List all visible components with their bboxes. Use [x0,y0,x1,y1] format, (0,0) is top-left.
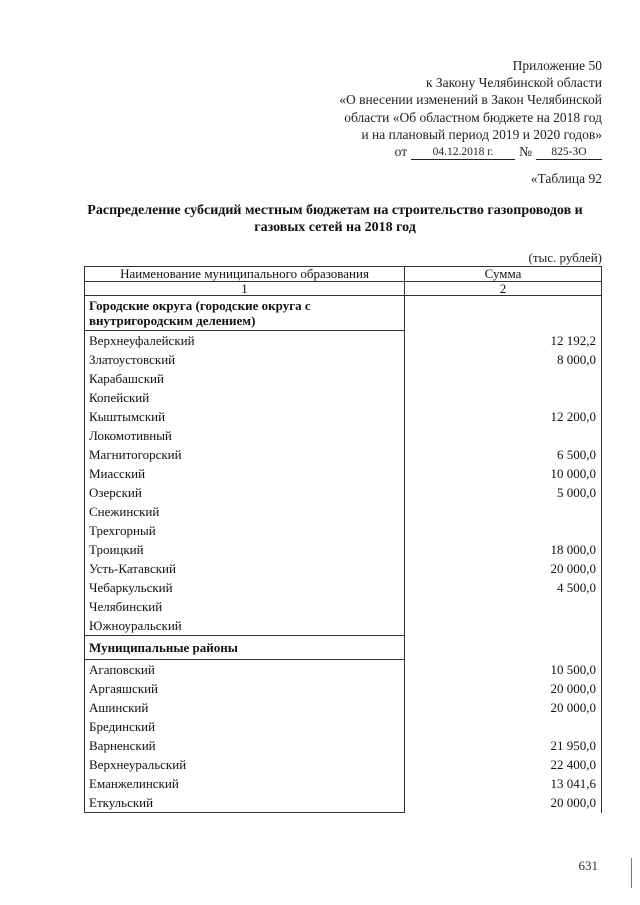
column-number-1: 1 [85,282,405,296]
table-row [85,616,602,636]
table-row [85,559,602,578]
subsidy-amount: 18 000,0 [405,540,602,559]
table-row [85,717,602,736]
subsidy-amount: 4 500,0 [405,578,602,597]
subsidy-amount: 5 000,0 [405,483,602,502]
units-label: (тыс. рублей) [528,250,602,265]
number-label: № [519,144,532,160]
municipality-name: Кыштымский [85,407,405,426]
document-title: Распределение субсидий местным бюджетам на строительство газопроводов и газовых сетей на 2018 год [87,203,583,235]
municipality-name: Варненский [85,736,405,755]
table-row [85,407,602,426]
table-row [85,369,602,388]
group-header-row [85,296,602,331]
municipality-name: Миасский [85,464,405,483]
table-row [85,331,602,351]
subsidy-amount: 20 000,0 [405,679,602,698]
table-header-row [85,267,602,282]
municipality-name: Чебаркульский [85,578,405,597]
table-row [85,597,602,616]
subsidy-table [84,266,602,813]
subsidy-amount [405,597,602,616]
appendix-line: «О внесении изменений в Закон Челябинской [339,92,602,108]
municipality-name: Троицкий [85,540,405,559]
municipality-name: Верхнеуфалейский [85,331,405,351]
column-header-name: Наименование муниципального образования [85,267,405,282]
subsidy-amount [405,717,602,736]
municipality-name: Верхнеуральский [85,755,405,774]
municipality-name: Магнитогорский [85,445,405,464]
group-sum-cell [405,296,602,331]
municipality-name: Аргаяшский [85,679,405,698]
table-row [85,521,602,540]
table-row [85,426,602,445]
table-reference: «Таблица 92 [530,171,602,186]
municipality-name: Южноуральский [85,616,405,636]
municipality-name: Снежинский [85,502,405,521]
appendix-header [339,57,602,160]
subsidy-amount [405,502,602,521]
table-row [85,679,602,698]
page-edge-mark [631,858,632,888]
group-header-row [85,636,602,660]
subsidy-amount: 20 000,0 [405,793,602,813]
subsidy-amount [405,388,602,407]
appendix-line: области «Об областном бюджете на 2018 год [344,109,602,125]
municipality-name: Карабашский [85,369,405,388]
table-row [85,445,602,464]
subsidy-amount: 21 950,0 [405,736,602,755]
municipality-name: Копейский [85,388,405,407]
table-body [85,296,602,813]
subsidy-amount: 10 000,0 [405,464,602,483]
municipality-name: Трехгорный [85,521,405,540]
municipality-name: Еткульский [85,793,405,813]
subsidy-amount: 20 000,0 [405,559,602,578]
law-date: 04.12.2018 г. [411,146,515,160]
table-row [85,464,602,483]
group-title: Муниципальные районы [85,636,405,660]
subsidy-amount: 13 041,6 [405,774,602,793]
table-row [85,483,602,502]
column-header-sum: Сумма [405,267,602,282]
subsidy-amount [405,616,602,636]
subsidy-amount [405,369,602,388]
from-label: от [394,144,408,160]
municipality-name: Еманжелинский [85,774,405,793]
municipality-name: Златоустовский [85,350,405,369]
municipality-name: Ашинский [85,698,405,717]
subsidy-amount: 8 000,0 [405,350,602,369]
group-title: Городские округа (городские округа с внутригородским делением) [85,296,405,331]
table-row [85,502,602,521]
table-row [85,660,602,680]
column-number-row [85,282,602,296]
subsidy-amount: 22 400,0 [405,755,602,774]
subsidy-amount: 12 200,0 [405,407,602,426]
municipality-name: Озерский [85,483,405,502]
municipality-name: Агаповский [85,660,405,680]
table-row [85,540,602,559]
subsidy-amount: 20 000,0 [405,698,602,717]
table-row [85,350,602,369]
law-number: 825-ЗО [536,146,602,160]
table-row [85,698,602,717]
appendix-line: Приложение 50 [512,58,602,73]
subsidy-amount [405,426,602,445]
municipality-name: Усть-Катавский [85,559,405,578]
subsidy-amount: 12 192,2 [405,331,602,351]
table-row [85,774,602,793]
table-row [85,755,602,774]
table-row [85,388,602,407]
law-date-number-line [339,143,602,160]
appendix-line: и на плановый период 2019 и 2020 годов» [361,126,602,142]
table-row [85,736,602,755]
appendix-line: к Закону Челябинской области [425,75,602,91]
page-number: 631 [578,858,598,873]
column-number-2: 2 [405,282,602,296]
municipality-name: Локомотивный [85,426,405,445]
subsidy-amount: 10 500,0 [405,660,602,680]
subsidy-amount [405,521,602,540]
subsidy-amount: 6 500,0 [405,445,602,464]
table-row [85,578,602,597]
municipality-name: Брединский [85,717,405,736]
table-row [85,793,602,813]
group-sum-cell [405,636,602,660]
municipality-name: Челябинский [85,597,405,616]
